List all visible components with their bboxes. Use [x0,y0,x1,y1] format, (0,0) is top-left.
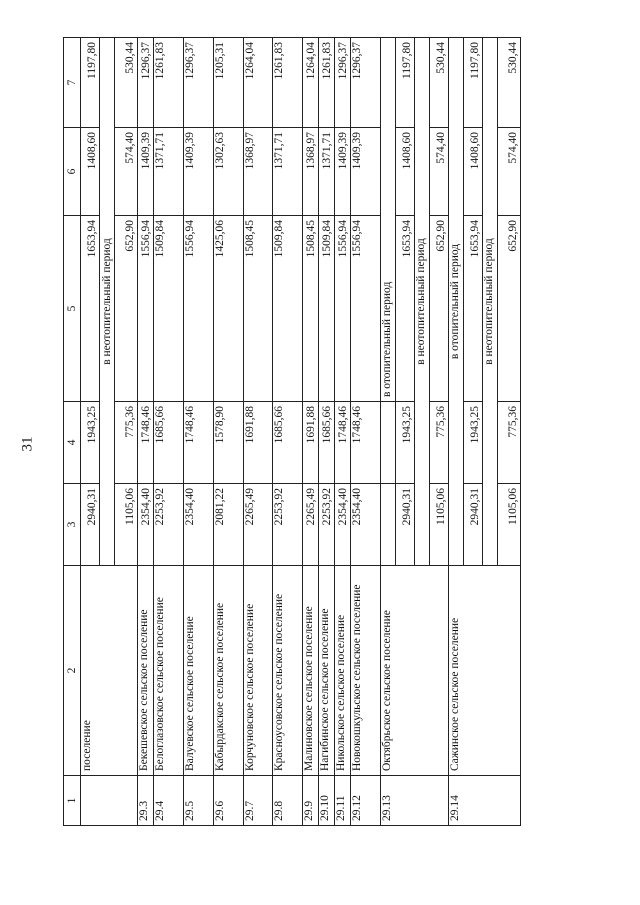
row-name: Новокошкульское сельское поселение [350,566,380,776]
cell-value: 1296,37 [138,38,154,128]
cell-value: 1425,06 [213,216,243,402]
cell-value: 2940,31 [395,484,414,566]
cell-value: 1368,97 [303,128,319,216]
cell-value: 1371,71 [273,128,303,216]
cell-value: 1748,46 [184,402,214,484]
cell-value: 1943,25 [463,402,482,484]
cell-value: 574,40 [115,128,138,216]
cell-value: 652,90 [115,216,138,402]
cell-value: 1685,66 [319,402,335,484]
cell-value: 1408,60 [463,128,482,216]
cell-value: 1509,84 [273,216,303,402]
row-name: Октябрьское сельское поселение [380,566,448,776]
cell-value: 1685,66 [273,402,303,484]
period-row [448,38,463,826]
table-row [154,38,184,826]
cell-value: 1508,45 [303,216,319,402]
cell-value: 1943,25 [395,402,414,484]
cell-value: 1509,84 [154,216,184,402]
cell-value: 775,36 [115,402,138,484]
table-row [334,38,350,826]
cell-value: 2354,40 [334,484,350,566]
cell-value: 1408,60 [395,128,414,216]
table-row [303,38,319,826]
col-header-7: 7 [64,38,81,128]
cell-value: 1105,06 [115,484,138,566]
table-row [81,38,100,826]
cell-value: 2253,92 [319,484,335,566]
row-name: Валуевское сельское поселение [184,566,214,776]
cell-value: 1653,94 [395,216,414,402]
table-row [213,38,243,826]
cell-value: 574,40 [497,128,521,216]
period-label: в неотопительный период [482,38,497,566]
cell-value: 2354,40 [350,484,380,566]
row-code: 29.3 [138,776,154,826]
row-code: 29.10 [319,776,335,826]
cell-value: 1685,66 [154,402,184,484]
table-row [243,38,273,826]
cell-value: 1264,04 [243,38,273,128]
col-header-6: 6 [64,128,81,216]
cell-value: 2354,40 [184,484,214,566]
cell-value: 2253,92 [273,484,303,566]
table-row [350,38,380,826]
row-code [81,776,138,826]
row-name: Малиновское сельское поселение [303,566,319,776]
row-name: Нагибинское сельское поселение [319,566,335,776]
cell-value: 1409,39 [350,128,380,216]
cell-value: 1943,25 [81,402,100,484]
cell-value: 1691,88 [303,402,319,484]
tariff-table [63,37,521,826]
header-row [64,38,81,826]
row-name: Корчуновское сельское поселение [243,566,273,776]
cell-value: 1296,37 [184,38,214,128]
cell-value: 1691,88 [243,402,273,484]
cell-value: 2081,22 [213,484,243,566]
cell-value: 1748,46 [138,402,154,484]
cell-value: 530,44 [429,38,448,128]
cell-value: 652,90 [429,216,448,402]
period-label: в отопительный период [448,38,463,566]
cell-value: 2253,92 [154,484,184,566]
cell-value: 1653,94 [463,216,482,402]
cell-value: 1748,46 [350,402,380,484]
cell-value: 530,44 [497,38,521,128]
row-name: Белоглазовское сельское поселение [154,566,184,776]
col-header-1: 1 [64,776,81,826]
table-row [184,38,214,826]
cell-value: 1197,80 [463,38,482,128]
cell-value: 1556,94 [334,216,350,402]
period-row [380,38,395,826]
col-header-4: 4 [64,402,81,484]
cell-value: 1578,90 [213,402,243,484]
col-header-2: 2 [64,566,81,776]
cell-value: 1197,80 [395,38,414,128]
cell-value: 1653,94 [81,216,100,402]
cell-value: 1371,71 [154,128,184,216]
cell-value: 1556,94 [350,216,380,402]
row-code: 29.9 [303,776,319,826]
cell-value: 1409,39 [334,128,350,216]
cell-value: 1264,04 [303,38,319,128]
table-row [138,38,154,826]
cell-value: 2940,31 [463,484,482,566]
row-code: 29.14 [448,776,520,826]
row-name: Красноусовское сельское поселение [273,566,303,776]
row-code: 29.8 [273,776,303,826]
cell-value: 775,36 [497,402,521,484]
cell-value: 1409,39 [184,128,214,216]
cell-value: 1296,37 [350,38,380,128]
row-code: 29.6 [213,776,243,826]
cell-value: 1105,06 [497,484,521,566]
col-header-3: 3 [64,484,81,566]
cell-value: 1261,83 [319,38,335,128]
cell-value: 574,40 [429,128,448,216]
tariff-table-container [63,38,521,826]
cell-value: 775,36 [429,402,448,484]
cell-value: 1509,84 [319,216,335,402]
row-code: 29.4 [154,776,184,826]
row-code: 29.11 [334,776,350,826]
cell-value: 1409,39 [138,128,154,216]
row-name: поселение [81,566,138,776]
cell-value: 1261,83 [154,38,184,128]
cell-value: 1296,37 [334,38,350,128]
cell-value: 1748,46 [334,402,350,484]
cell-value: 1371,71 [319,128,335,216]
period-label: в отопительный период [380,38,395,402]
row-name: Бекешевское сельское поселение [138,566,154,776]
cell-value: 1408,60 [81,128,100,216]
row-code: 29.5 [184,776,214,826]
row-name: Кабырдакское сельское поселение [213,566,243,776]
table-row [319,38,335,826]
cell-value: 1105,06 [429,484,448,566]
cell-value: 2940,31 [81,484,100,566]
cell-value: 1368,97 [243,128,273,216]
period-label: в неотопительный период [414,38,429,566]
cell-value: 2265,49 [303,484,319,566]
cell-value: 1556,94 [138,216,154,402]
cell-value: 1556,94 [184,216,214,402]
cell-value: 1508,45 [243,216,273,402]
cell-value: 2354,40 [138,484,154,566]
cell-value: 2265,49 [243,484,273,566]
cell-value: 1197,80 [81,38,100,128]
cell-value: 1261,83 [273,38,303,128]
cell-value: 1302,63 [213,128,243,216]
row-name: Сажинское сельское поселение [448,566,520,776]
row-code: 29.12 [350,776,380,826]
cell-value: 1205,31 [213,38,243,128]
row-code: 29.13 [380,776,448,826]
page-number: 31 [19,436,36,452]
cell-value: 530,44 [115,38,138,128]
table-row [273,38,303,826]
col-header-5: 5 [64,216,81,402]
period-label: в неотопительный период [100,38,115,566]
cell-value: 652,90 [497,216,521,402]
row-name: Никольское сельское поселение [334,566,350,776]
row-code: 29.7 [243,776,273,826]
